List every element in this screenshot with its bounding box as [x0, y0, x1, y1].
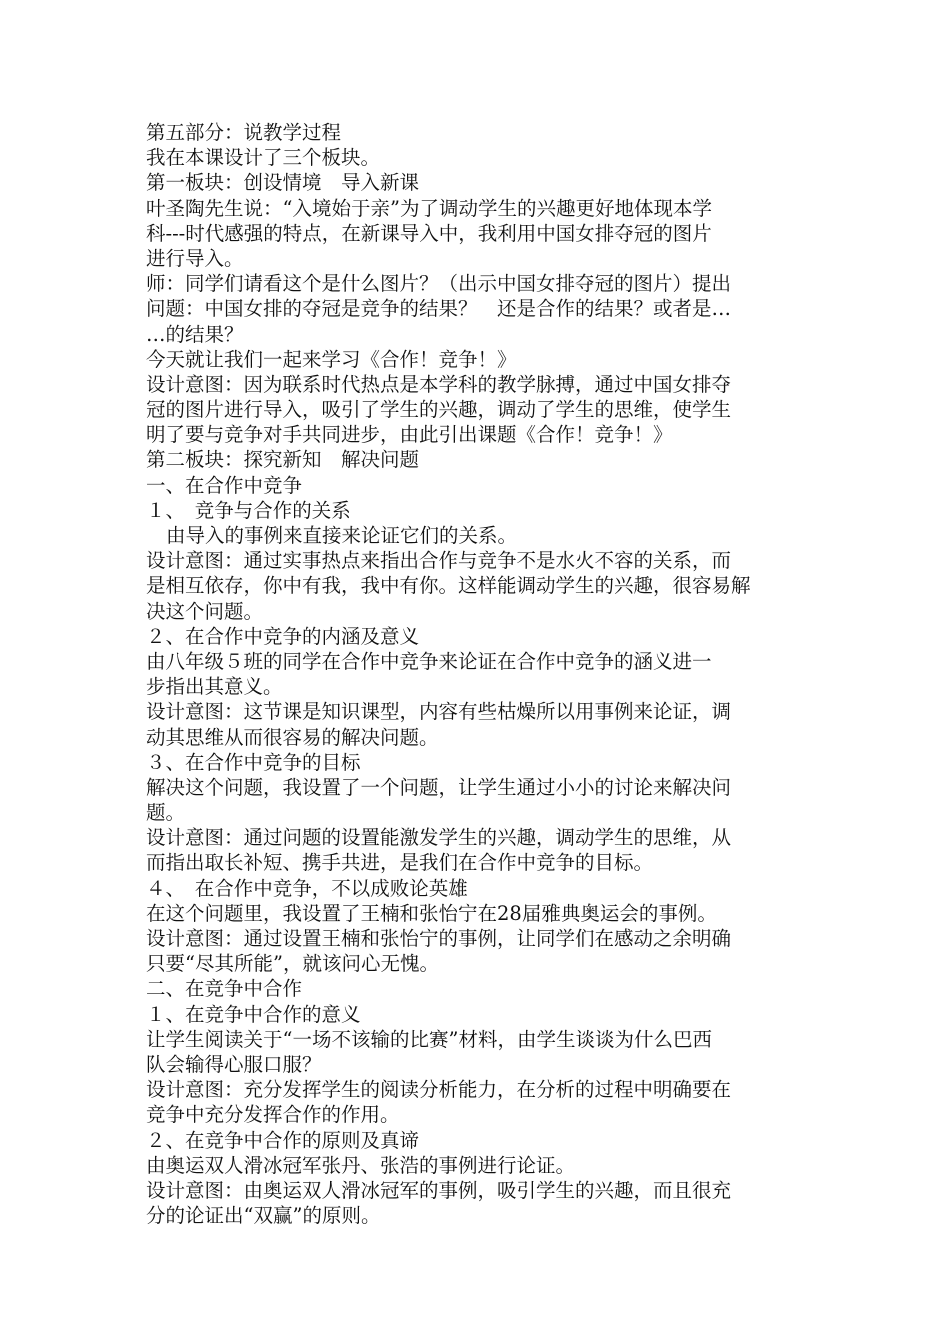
section-heading: 第五部分：说教学过程: [146, 121, 342, 144]
design-intent-line: 分的论证出“双赢”的原则。: [146, 1204, 381, 1228]
paragraph-line: 队会输得心服口服？: [146, 1052, 322, 1076]
design-intent-line: 竞争中充分发挥合作的作用。: [146, 1103, 400, 1127]
item-heading: １、 竞争与合作的关系: [146, 498, 351, 522]
item-heading: ３、在合作中竞争的目标: [146, 750, 361, 774]
paragraph-line: 在这个问题里，我设置了王楠和张怡宁在28届雅典奥运会的事例。: [146, 901, 717, 925]
block-heading-2: 第二板块：探究新知 解决问题: [146, 448, 420, 472]
design-intent-line: 设计意图：由奥运双人滑冰冠军的事例，吸引学生的兴趣，而且很充: [146, 1178, 732, 1202]
document-body: [146, 120, 814, 1228]
design-intent-line: 冠的图片进行导入，吸引了学生的兴趣，调动了学生的思维，使学生: [146, 398, 732, 422]
paragraph-line: 师：同学们请看这个是什么图片？（出示中国女排夺冠的图片）提出: [146, 272, 732, 296]
design-intent-line: 动其思维从而很容易的解决问题。: [146, 725, 439, 749]
design-intent-line: 是相互依存，你中有我，我中有你。这样能调动学生的兴趣，很容易解: [146, 574, 751, 598]
item-heading: ２、在竞争中合作的原则及真谛: [146, 1128, 420, 1152]
design-intent-line: 设计意图：通过实事热点来指出合作与竞争不是水火不容的关系，而: [146, 549, 732, 573]
paragraph-line: 进行导入。: [146, 246, 244, 270]
paragraph-line: 步指出其意义。: [146, 675, 283, 699]
design-intent-line: 只要“尽其所能”，就该问心无愧。: [146, 952, 439, 976]
paragraph-line: 我在本课设计了三个板块。: [146, 146, 381, 170]
design-intent-line: 设计意图：因为联系时代热点是本学科的教学脉搏，通过中国女排夺: [146, 372, 732, 396]
item-heading: ２、在合作中竞争的内涵及意义: [146, 624, 420, 648]
design-intent-line: 决这个问题。: [146, 599, 264, 623]
paragraph-line: 问题：中国女排的夺冠是竞争的结果？ 还是合作的结果？或者是…: [146, 297, 732, 321]
paragraph-line: 叶圣陶先生说：“入境始于亲”为了调动学生的兴趣更好地体现本学: [146, 196, 712, 220]
design-intent-line: 而指出取长补短、携手共进，是我们在合作中竞争的目标。: [146, 851, 654, 875]
item-heading: ４、 在合作中竞争，不以成败论英雄: [146, 876, 468, 900]
design-intent-line: 明了要与竞争对手共同进步，由此引出课题《合作！竞争！》: [146, 423, 673, 447]
paragraph-line: 让学生阅读关于“一场不该输的比赛”材料，由学生谈谈为什么巴西: [146, 1027, 712, 1051]
paragraph-line: 科---时代感强的特点，在新课导入中，我利用中国女排夺冠的图片: [146, 221, 712, 245]
design-intent-line: 设计意图：通过问题的设置能激发学生的兴趣，调动学生的思维，从: [146, 826, 732, 850]
paragraph-line: …的结果？: [146, 322, 244, 346]
paragraph-line: 解决这个问题，我设置了一个问题，让学生通过小小的讨论来解决问: [146, 775, 732, 799]
item-heading: １、在竞争中合作的意义: [146, 1002, 361, 1026]
design-intent-line: 设计意图：这节课是知识课型，内容有些枯燥所以用事例来论证，调: [146, 700, 732, 724]
design-intent-line: 设计意图：通过设置王楠和张怡宁的事例，让同学们在感动之余明确: [146, 927, 732, 950]
design-intent-line: 设计意图：充分发挥学生的阅读分析能力，在分析的过程中明确要在: [146, 1078, 732, 1102]
paragraph-line: 由八年级５班的同学在合作中竞争来论证在合作中竞争的涵义进一: [146, 649, 712, 673]
subsection-heading: 二、在竞争中合作: [146, 977, 303, 1001]
paragraph-line: 由奥运双人滑冰冠军张丹、张浩的事例进行论证。: [146, 1153, 576, 1177]
paragraph-line: 题。: [146, 801, 186, 825]
block-heading-1: 第一板块：创设情境 导入新课: [146, 171, 420, 195]
subsection-heading: 一、在合作中竞争: [146, 473, 303, 497]
paragraph-line: 今天就让我们一起来学习《合作！竞争！》: [146, 347, 517, 371]
paragraph-line: 由导入的事例来直接来论证它们的关系。: [166, 524, 518, 547]
